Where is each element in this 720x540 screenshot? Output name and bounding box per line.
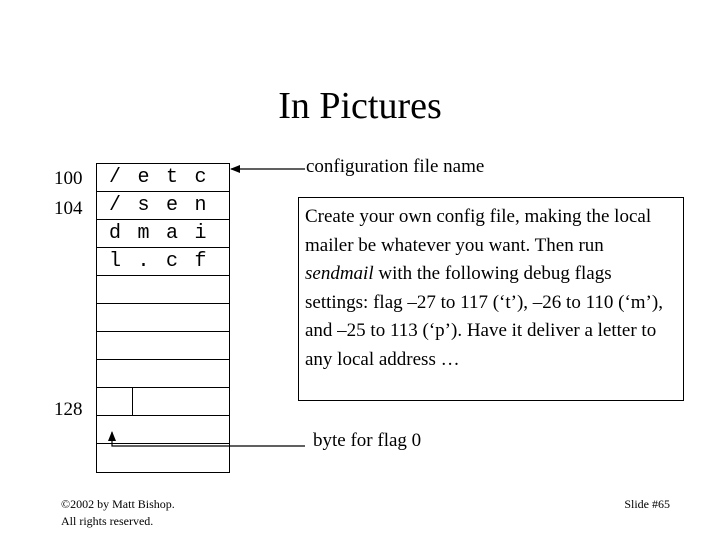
memory-cell: e <box>166 194 179 217</box>
footer-copyright <box>61 496 175 530</box>
flag-byte-arrow <box>112 432 305 446</box>
description-box <box>298 197 684 401</box>
memory-cell: e <box>137 166 150 189</box>
memory-cell: a <box>166 222 179 245</box>
memory-cell: f <box>194 250 207 273</box>
memory-cell: s <box>137 194 150 217</box>
copyright-line: ©2002 by Matt Bishop. <box>61 497 175 511</box>
address-128: 128 <box>54 399 83 420</box>
address-104: 104 <box>54 198 83 219</box>
memory-cell: / <box>109 194 122 217</box>
config-name-label: configuration file name <box>306 156 485 177</box>
memory-cell: t <box>166 166 179 189</box>
memory-cell: i <box>194 222 207 245</box>
memory-cell: m <box>137 222 150 245</box>
slide-number: Slide #65 <box>624 497 670 511</box>
address-100: 100 <box>54 168 83 189</box>
rights-line: All rights reserved. <box>61 514 154 528</box>
memory-cell: c <box>166 250 179 273</box>
memory-cell: c <box>194 166 207 189</box>
memory-cell: n <box>194 194 207 217</box>
sendmail-command: sendmail <box>305 263 374 285</box>
slide-title: In Pictures <box>278 85 442 127</box>
memory-cell: / <box>109 166 122 189</box>
memory-cell: d <box>109 222 122 245</box>
description-text: with the following debug flags settings: flag –27 to 117 (‘t’), –26 to 110 (‘m’), and –25 to 113 (‘p’). Have it deliver a letter to any local address … <box>305 263 663 370</box>
memory-cell: . <box>137 250 150 273</box>
flag-byte-label: byte for flag 0 <box>313 430 422 451</box>
description-text: Create your own config file, making the local mailer be whatever you want. Then run <box>305 206 652 256</box>
memory-cell: l <box>109 250 122 273</box>
